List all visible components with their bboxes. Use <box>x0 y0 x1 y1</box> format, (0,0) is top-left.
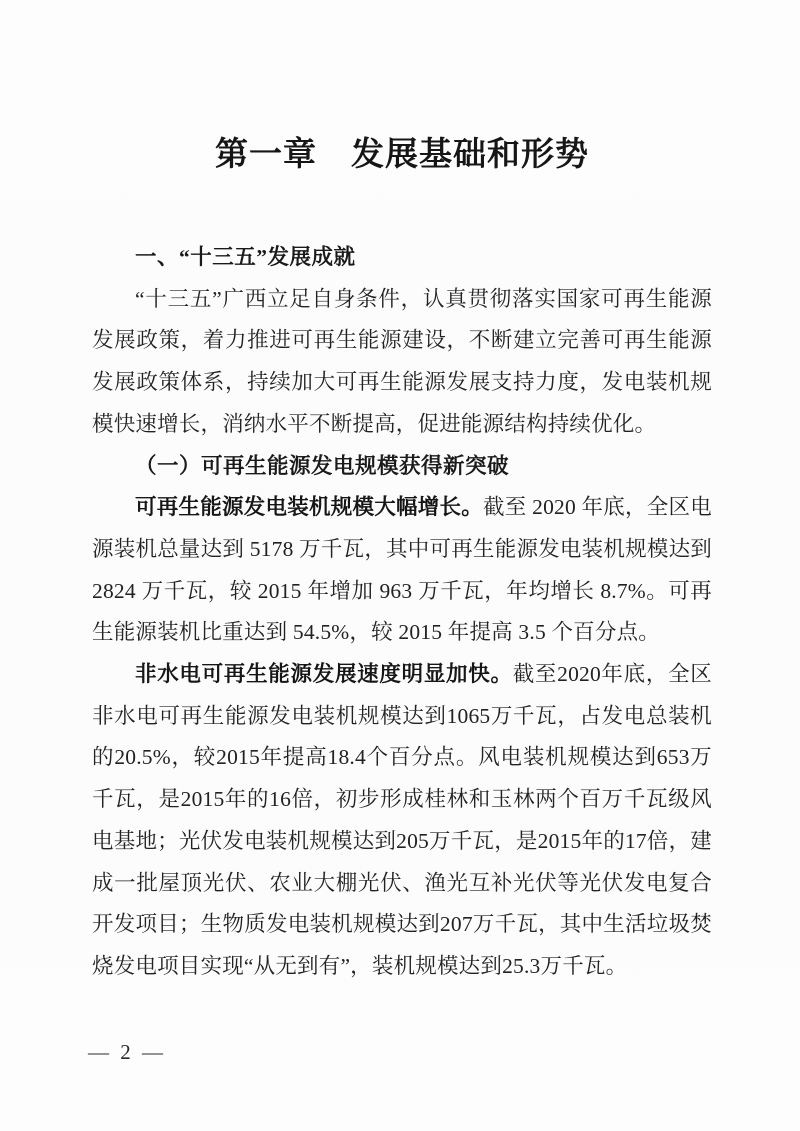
intro-paragraph: “十三五”广西立足自身条件，认真贯彻落实国家可再生能源发展政策，着力推进可再生能源建设，不断建立完善可再生能源发展政策体系，持续加大可再生能源发展支持力度，发电装机规模快速增长，消纳水平不断提高，促进能源结构持续优化。 <box>92 286 712 436</box>
subsection-heading: （一）可再生能源发电规模获得新突破 <box>135 453 510 478</box>
paragraph-non-hydro <box>92 654 712 988</box>
page-number: — 2 — <box>88 1040 166 1064</box>
paragraph-body-text: 截至2020年底，全区非水电可再生能源发电装机规模达到1065万千瓦，占发电总装机的20.5%，较2015年提高18.4个百分点。风电装机规模达到653万千瓦，是2015年的16倍，初步形成桂林和玉林两个百万千瓦级风电基地；光伏发电装机规模达到205万千瓦，是2015年的17倍，建成一批屋顶光伏、农业大棚光伏、渔光互补光伏等光伏发电复合开发项目；生物质发电装机规模达到207万千瓦，其中生活垃圾焚烧发电项目实现“从无到有”，装机规模达到25.3万千瓦。 <box>92 662 713 978</box>
paragraph-body-text: 截至 2020 年底，全区电源装机总量达到 5178 万千瓦，其中可再生能源发电装机规模达到 2824 万千瓦，较 2015 年增加 963 万千瓦，年均增长 8.7%。可再生能源装机比重达到 54.5%，较 2015 年提高 3.5 个百分点。 <box>92 495 712 645</box>
paragraph-lead-sentence: 非水电可再生能源发展速度明显加快。 <box>135 662 513 687</box>
chapter-title: 第一章 发展基础和形势 <box>215 137 589 173</box>
paragraph-renewable-capacity <box>92 487 712 654</box>
document-content <box>92 134 712 988</box>
paragraph-lead-sentence: 可再生能源发电装机规模大幅增长。 <box>135 495 483 520</box>
section-heading: 一、“十三五”发展成就 <box>135 245 356 269</box>
